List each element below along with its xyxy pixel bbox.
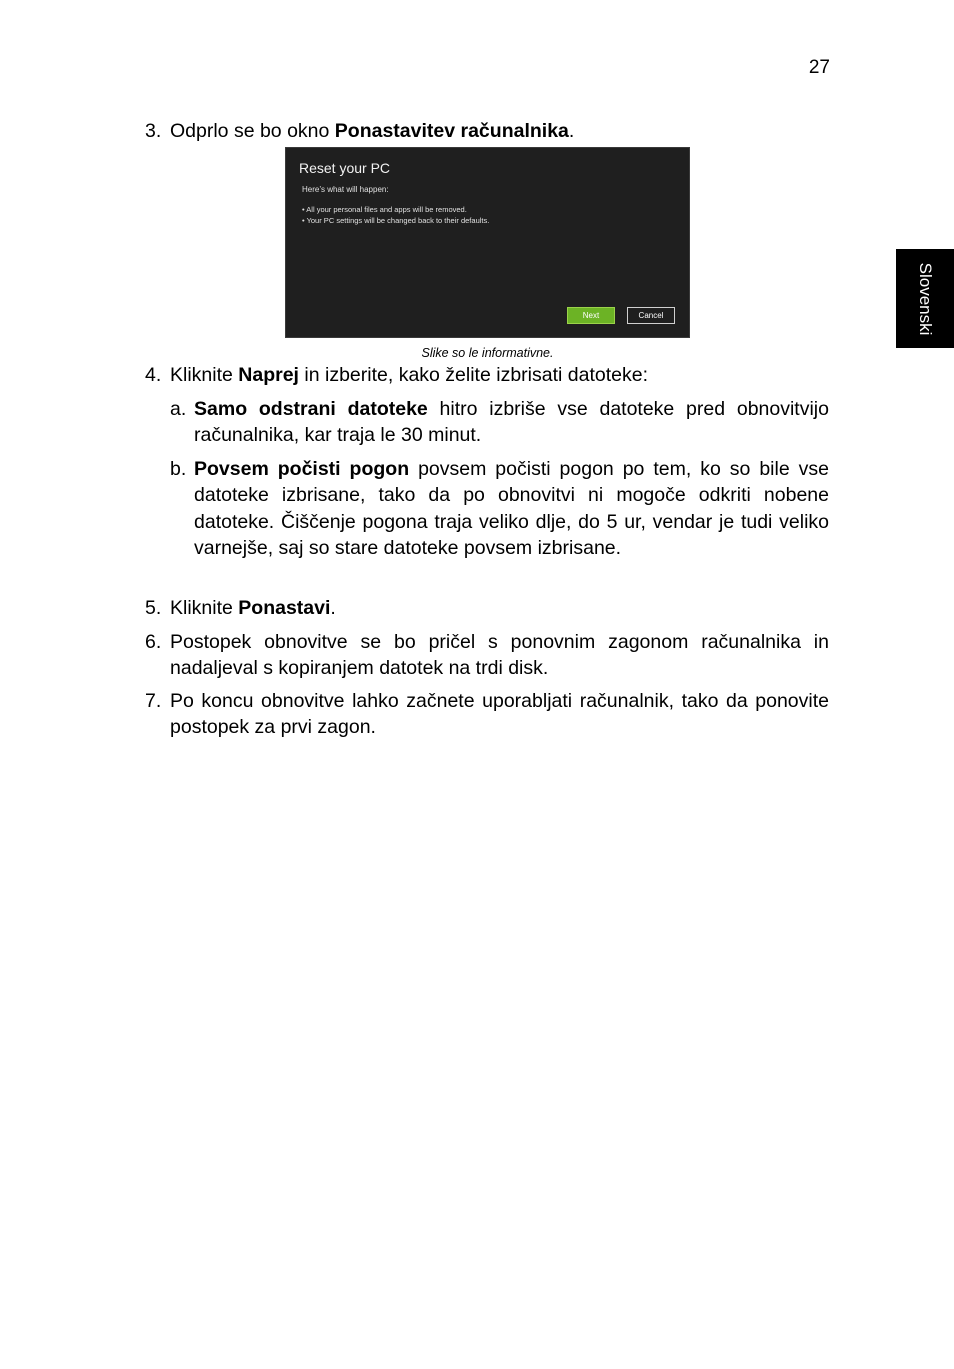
- step-text: Odprlo se bo okno Ponastavitev računalnika.: [170, 120, 575, 142]
- step-text: Samo odstrani datoteke hitro izbriše vse datoteke pred obnovitvijo računalnika, kar traja le 30 minut.: [194, 398, 829, 447]
- step-text: Kliknite Naprej in izberite, kako želite izbrisati datoteke:: [170, 364, 648, 386]
- step-text: Kliknite Ponastavi.: [170, 597, 336, 619]
- page-number: 27: [808, 57, 830, 78]
- reset-pc-screenshot: [285, 147, 690, 338]
- language-tab-label: Slovenski: [916, 262, 935, 335]
- screenshot-title: Reset your PC: [299, 160, 391, 176]
- step-text: Po koncu obnovitve lahko začnete uporabljati računalnik, tako da ponovite postopek za prvi zagon.: [170, 690, 829, 739]
- step-text: Postopek obnovitve se bo pričel s ponovnim zagonom računalnika in nadaljeval s kopiranjem datotek na trdi disk.: [170, 631, 829, 680]
- language-tab: [896, 249, 954, 348]
- screenshot-bullet: • Your PC settings will be changed back to their defaults.: [302, 216, 490, 225]
- screenshot-subtitle: Here’s what will happen:: [302, 185, 389, 194]
- step-number: 5.: [145, 597, 162, 619]
- step-number: b.: [170, 458, 187, 480]
- step-number: 3.: [145, 120, 162, 142]
- image-caption: Slike so le informativne.: [421, 346, 554, 360]
- step-number: a.: [170, 398, 187, 420]
- cancel-button[interactable]: Cancel: [627, 307, 675, 324]
- step-text: Povsem počisti pogon povsem počisti pogon po tem, ko so bile vse datoteke izbrisane, tako da po obnovitvi ni mogoče odkriti nobene datoteke. Čiščenje pogona traja veliko dlje, do 5 ur, vendar je tudi veliko varnejše, saj so stare datoteke povsem izbrisane.: [194, 458, 829, 560]
- step-number: 6.: [145, 631, 162, 653]
- step-number: 7.: [145, 690, 162, 712]
- step-number: 4.: [145, 364, 162, 386]
- next-button[interactable]: Next: [567, 307, 615, 324]
- screenshot-bullet: • All your personal files and apps will be removed.: [302, 205, 467, 214]
